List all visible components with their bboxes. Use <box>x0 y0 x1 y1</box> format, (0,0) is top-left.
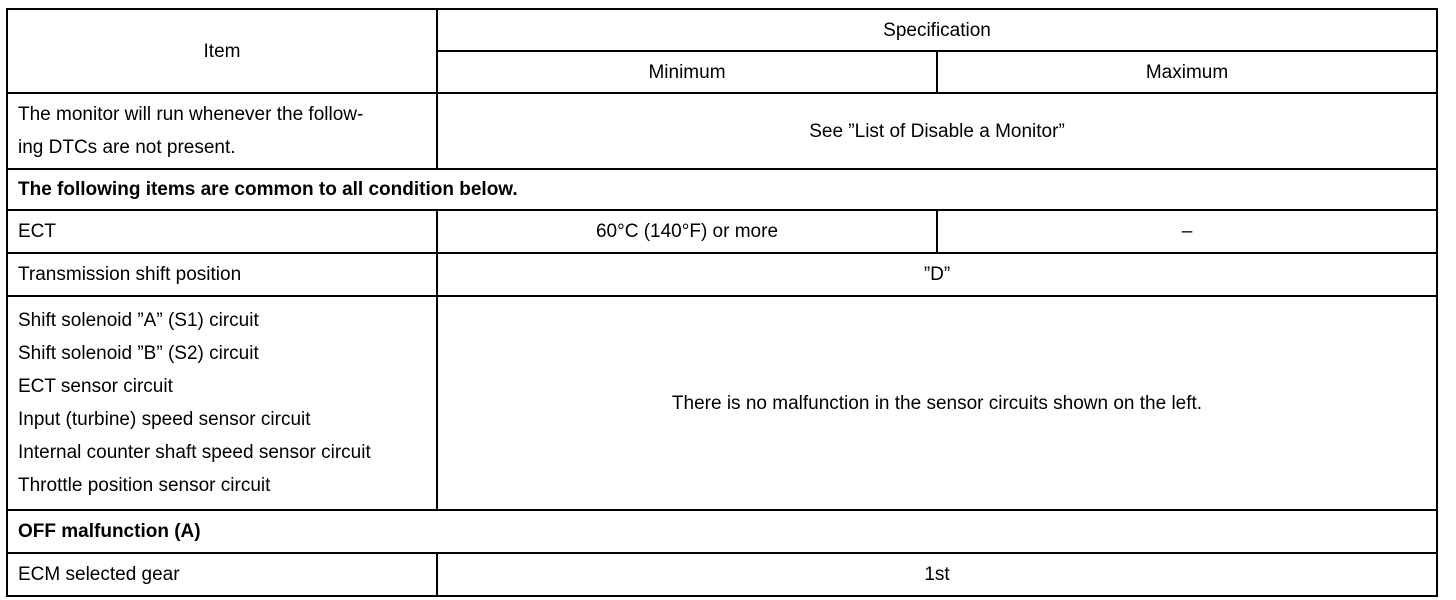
monitor-spec-cell: See ”List of Disable a Monitor” <box>437 93 1437 169</box>
maximum-header: Maximum <box>937 51 1437 93</box>
off-malfunction-section-heading: OFF malfunction (A) <box>7 510 1437 553</box>
circuit-line-throttle-position-sensor: Throttle position sensor circuit <box>18 475 271 496</box>
shift-position-spec-cell: ”D” <box>437 253 1437 296</box>
monitor-item-cell <box>7 93 437 169</box>
table-row-shift-position <box>7 253 1437 296</box>
specification-header: Specification <box>437 9 1437 51</box>
ecm-gear-item-cell: ECM selected gear <box>7 553 437 596</box>
ect-maximum-cell: – <box>937 210 1437 253</box>
monitor-item-line-2: ing DTCs are not present. <box>18 137 236 158</box>
table-row-ect <box>7 210 1437 253</box>
table-row-monitor <box>7 93 1437 169</box>
table-row-ecm-gear <box>7 553 1437 596</box>
table-row-circuits <box>7 296 1437 510</box>
circuit-line-input-speed-sensor: Input (turbine) speed sensor circuit <box>18 409 311 430</box>
circuit-line-ect-sensor: ECT sensor circuit <box>18 376 173 397</box>
ect-item-cell: ECT <box>7 210 437 253</box>
circuits-item-cell <box>7 296 437 510</box>
section-row-off-malfunction <box>7 510 1437 553</box>
ect-minimum-cell: 60°C (140°F) or more <box>437 210 937 253</box>
circuit-line-shift-solenoid-a: Shift solenoid ”A” (S1) circuit <box>18 310 259 331</box>
circuit-line-shift-solenoid-b: Shift solenoid ”B” (S2) circuit <box>18 343 259 364</box>
circuits-spec-cell: There is no malfunction in the sensor circuits shown on the left. <box>437 296 1437 510</box>
minimum-header: Minimum <box>437 51 937 93</box>
section-row-common <box>7 169 1437 210</box>
common-section-heading: The following items are common to all condition below. <box>7 169 1437 210</box>
ecm-gear-spec-cell: 1st <box>437 553 1437 596</box>
circuit-line-counter-shaft-sensor: Internal counter shaft speed sensor circuit <box>18 442 371 463</box>
item-header: Item <box>7 9 437 93</box>
shift-position-item-cell: Transmission shift position <box>7 253 437 296</box>
monitor-item-line-1: The monitor will run whenever the follow- <box>18 104 364 125</box>
specification-table <box>6 8 1438 597</box>
header-row <box>7 9 1437 51</box>
